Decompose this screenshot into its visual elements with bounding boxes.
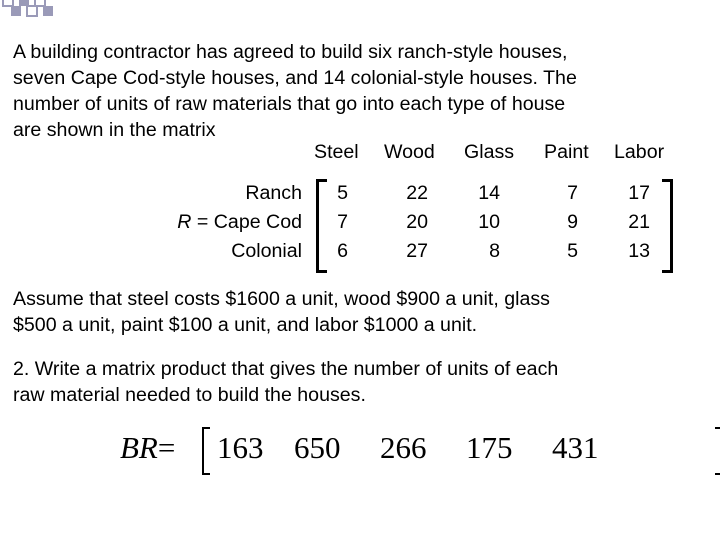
matrix-cell: 13 [628,240,650,262]
cost-statement [13,286,713,338]
column-header-wood: Wood [384,141,435,163]
row-label-cape-cod [177,210,302,234]
cost-line: $500 a unit, paint $100 a unit, and labor $1000 a unit. [13,314,478,336]
matrix-cell: 10 [478,211,500,233]
question-line: 2. Write a matrix product that gives the number of units of each [13,358,559,380]
product-left-bracket [202,427,210,475]
matrix-right-bracket [662,179,673,273]
row-label-colonial: Colonial [231,240,302,262]
product-value: 266 [380,430,427,465]
product-equals-sign: = [157,430,176,465]
problem-line: seven Cape Cod-style houses, and 14 colonial-style houses. The [13,67,577,89]
problem-statement [13,39,713,143]
matrix-cell: 7 [337,211,348,233]
product-lhs [120,425,175,471]
row-label-ranch: Ranch [245,182,302,204]
matrix-cell: 27 [406,240,428,262]
product-value: 175 [466,430,513,465]
product-value: 650 [294,430,341,465]
problem-line: number of units of raw materials that go into each type of house [13,93,566,115]
column-header-glass: Glass [464,141,515,163]
row-label-cape-cod-text: = Cape Cod [191,211,302,233]
matrix-cell: 21 [628,211,650,233]
matrix-cell: 17 [628,182,650,204]
matrix-cell: 6 [337,240,348,262]
matrix-cell: 20 [406,211,428,233]
matrix-symbol: R [177,211,192,233]
matrix-cell: 8 [489,240,500,262]
problem-line: are shown in the matrix [13,119,216,141]
matrix-cell: 9 [567,211,578,233]
matrix-cell: 22 [406,182,428,204]
cost-line: Assume that steel costs $1600 a unit, wood $900 a unit, glass [13,288,550,310]
question-statement [13,356,713,408]
product-value: 431 [552,430,599,465]
corner-decoration-squares [0,0,60,20]
matrix-cell: 5 [337,182,348,204]
column-header-labor: Labor [614,141,665,163]
question-line: raw material needed to build the houses. [13,384,366,406]
product-right-bracket [715,427,720,475]
matrix-cell: 5 [567,240,578,262]
column-header-steel: Steel [314,141,359,163]
matrix-cell: 14 [478,182,500,204]
matrix-cell: 7 [567,182,578,204]
product-symbol: BR [120,430,158,465]
product-value: 163 [217,430,264,465]
problem-line: A building contractor has agreed to build six ranch-style houses, [13,41,568,63]
column-header-paint: Paint [544,141,589,163]
